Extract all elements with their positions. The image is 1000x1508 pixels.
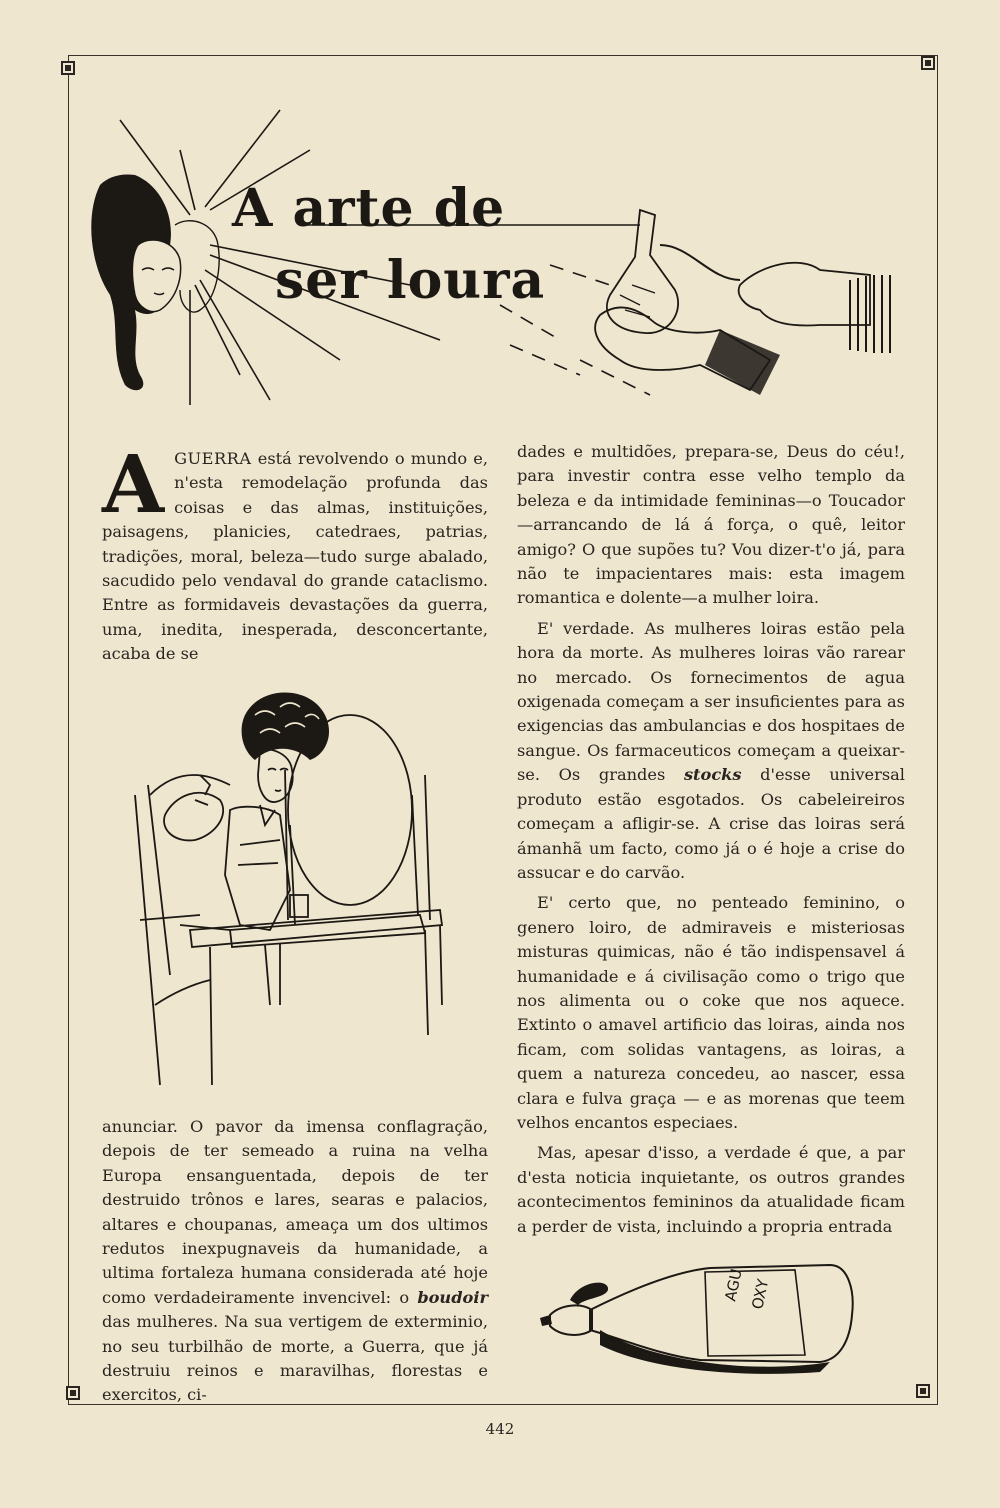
emphasis-boudoir: boudoir xyxy=(417,1287,488,1307)
corner-ornament-top-left xyxy=(61,61,75,75)
left-bottom-text: anunciar. O pavor da imensa conflagração, depois de ter semeado a ruina na velha Europa ensanguentada, depois de ter destruido trônos e lares, searas e palacios, altares e choupanas, ameaça um dos ultimos redutos inexpugnaveis da humanidade, a ultima fortaleza humana considerada até hoje como verdadeiramente invencivel: o xyxy=(102,1117,488,1307)
title-line-2: ser loura xyxy=(275,250,546,311)
page-number: 442 xyxy=(485,1420,515,1438)
left-bottom-text-2: das mulheres. Na sua vertigem de exterminio, no seu turbilhão de morte, a Guerra, que já destruiu reinos e maravilhas, florestas e exercitos, ci- xyxy=(102,1312,488,1405)
emphasis-stocks: stocks xyxy=(683,765,742,785)
left-top-text: está revolvendo o mundo e, n'esta remodelação profunda das coisas e das almas, instituições, paisagens, planicies, catedraes, patrias, tradições, moral, beleza—tudo surge abalado, sacudido pelo vendaval do grande cataclismo. Entre as formidaveis devastações da guerra, uma, inedita, inesperada, desconcertante, acaba de se xyxy=(102,449,488,664)
paragraph-2 xyxy=(517,617,905,885)
right-column xyxy=(517,440,905,1239)
bottle-label-2: OXY xyxy=(748,1277,773,1311)
left-column-bottom xyxy=(102,1115,488,1408)
title-line-1: A arte de xyxy=(232,178,506,239)
corner-ornament-bottom-right xyxy=(916,1384,930,1398)
paragraph xyxy=(102,437,488,667)
paragraph-1: dades e multidões, prepara-se, Deus do céu!, para investir contra esse velho templo da beleza e da intimidade femininas—o Toucador—arrancando de lá á força, o quê, leitor amigo? O que supões tu? Vou dizer-t'o já, para não te impacientares mais: esta imagem romantica e dolente—a mulher loira. xyxy=(517,442,905,608)
p2-text-2: d'esse universal produto estão esgotados. Os cabeleireiros começam a afligir-se. A crise das loiras será ámanhã um facto, como já o é hoje a crise do assucar e do carvão. xyxy=(517,765,905,882)
bottle-illustration xyxy=(530,1260,870,1380)
paragraph-3: E' certo que, no penteado feminino, o genero loiro, de admiraveis e misteriosas misturas quimicas, não é tão indispensavel á humanidade e á civilisação como o trigo que nos alimenta ou o coke que nos aquece. Extinto o amavel artificio das loiras, ainda nos ficam, com solidas vantagens, as loiras, a quem a natureza concedeu, ao nascer, essa clara e fulva graça — e as morenas que teem velhos encantos especiaes. xyxy=(517,893,905,1132)
drop-cap: A xyxy=(102,437,165,531)
left-column-top xyxy=(102,437,488,667)
vanity-illustration xyxy=(120,675,460,1095)
corner-ornament-top-right xyxy=(921,56,935,70)
paragraph xyxy=(102,1115,488,1408)
p2-text: E' verdade. As mulheres loiras estão pela hora da morte. As mulheres loiras vão rarear no mercado. Os fornecimentos de agua oxigenada começam a ser insuficientes para as exigencias das ambulancias e dos hospitaes de sangue. Os farmaceuticos começam a queixar-se. Os grandes xyxy=(517,618,905,785)
paragraph-4: Mas, apesar d'isso, a verdade é que, a par d'esta noticia inquietante, os outros grandes acontecimentos femininos da atualidade ficam a perder de vista, incluindo a propria entrada xyxy=(517,1143,905,1236)
bottle-label-1: AGU xyxy=(721,1267,746,1303)
corner-ornament-bottom-left xyxy=(66,1386,80,1400)
intro-caps: GUERRA xyxy=(174,449,252,468)
